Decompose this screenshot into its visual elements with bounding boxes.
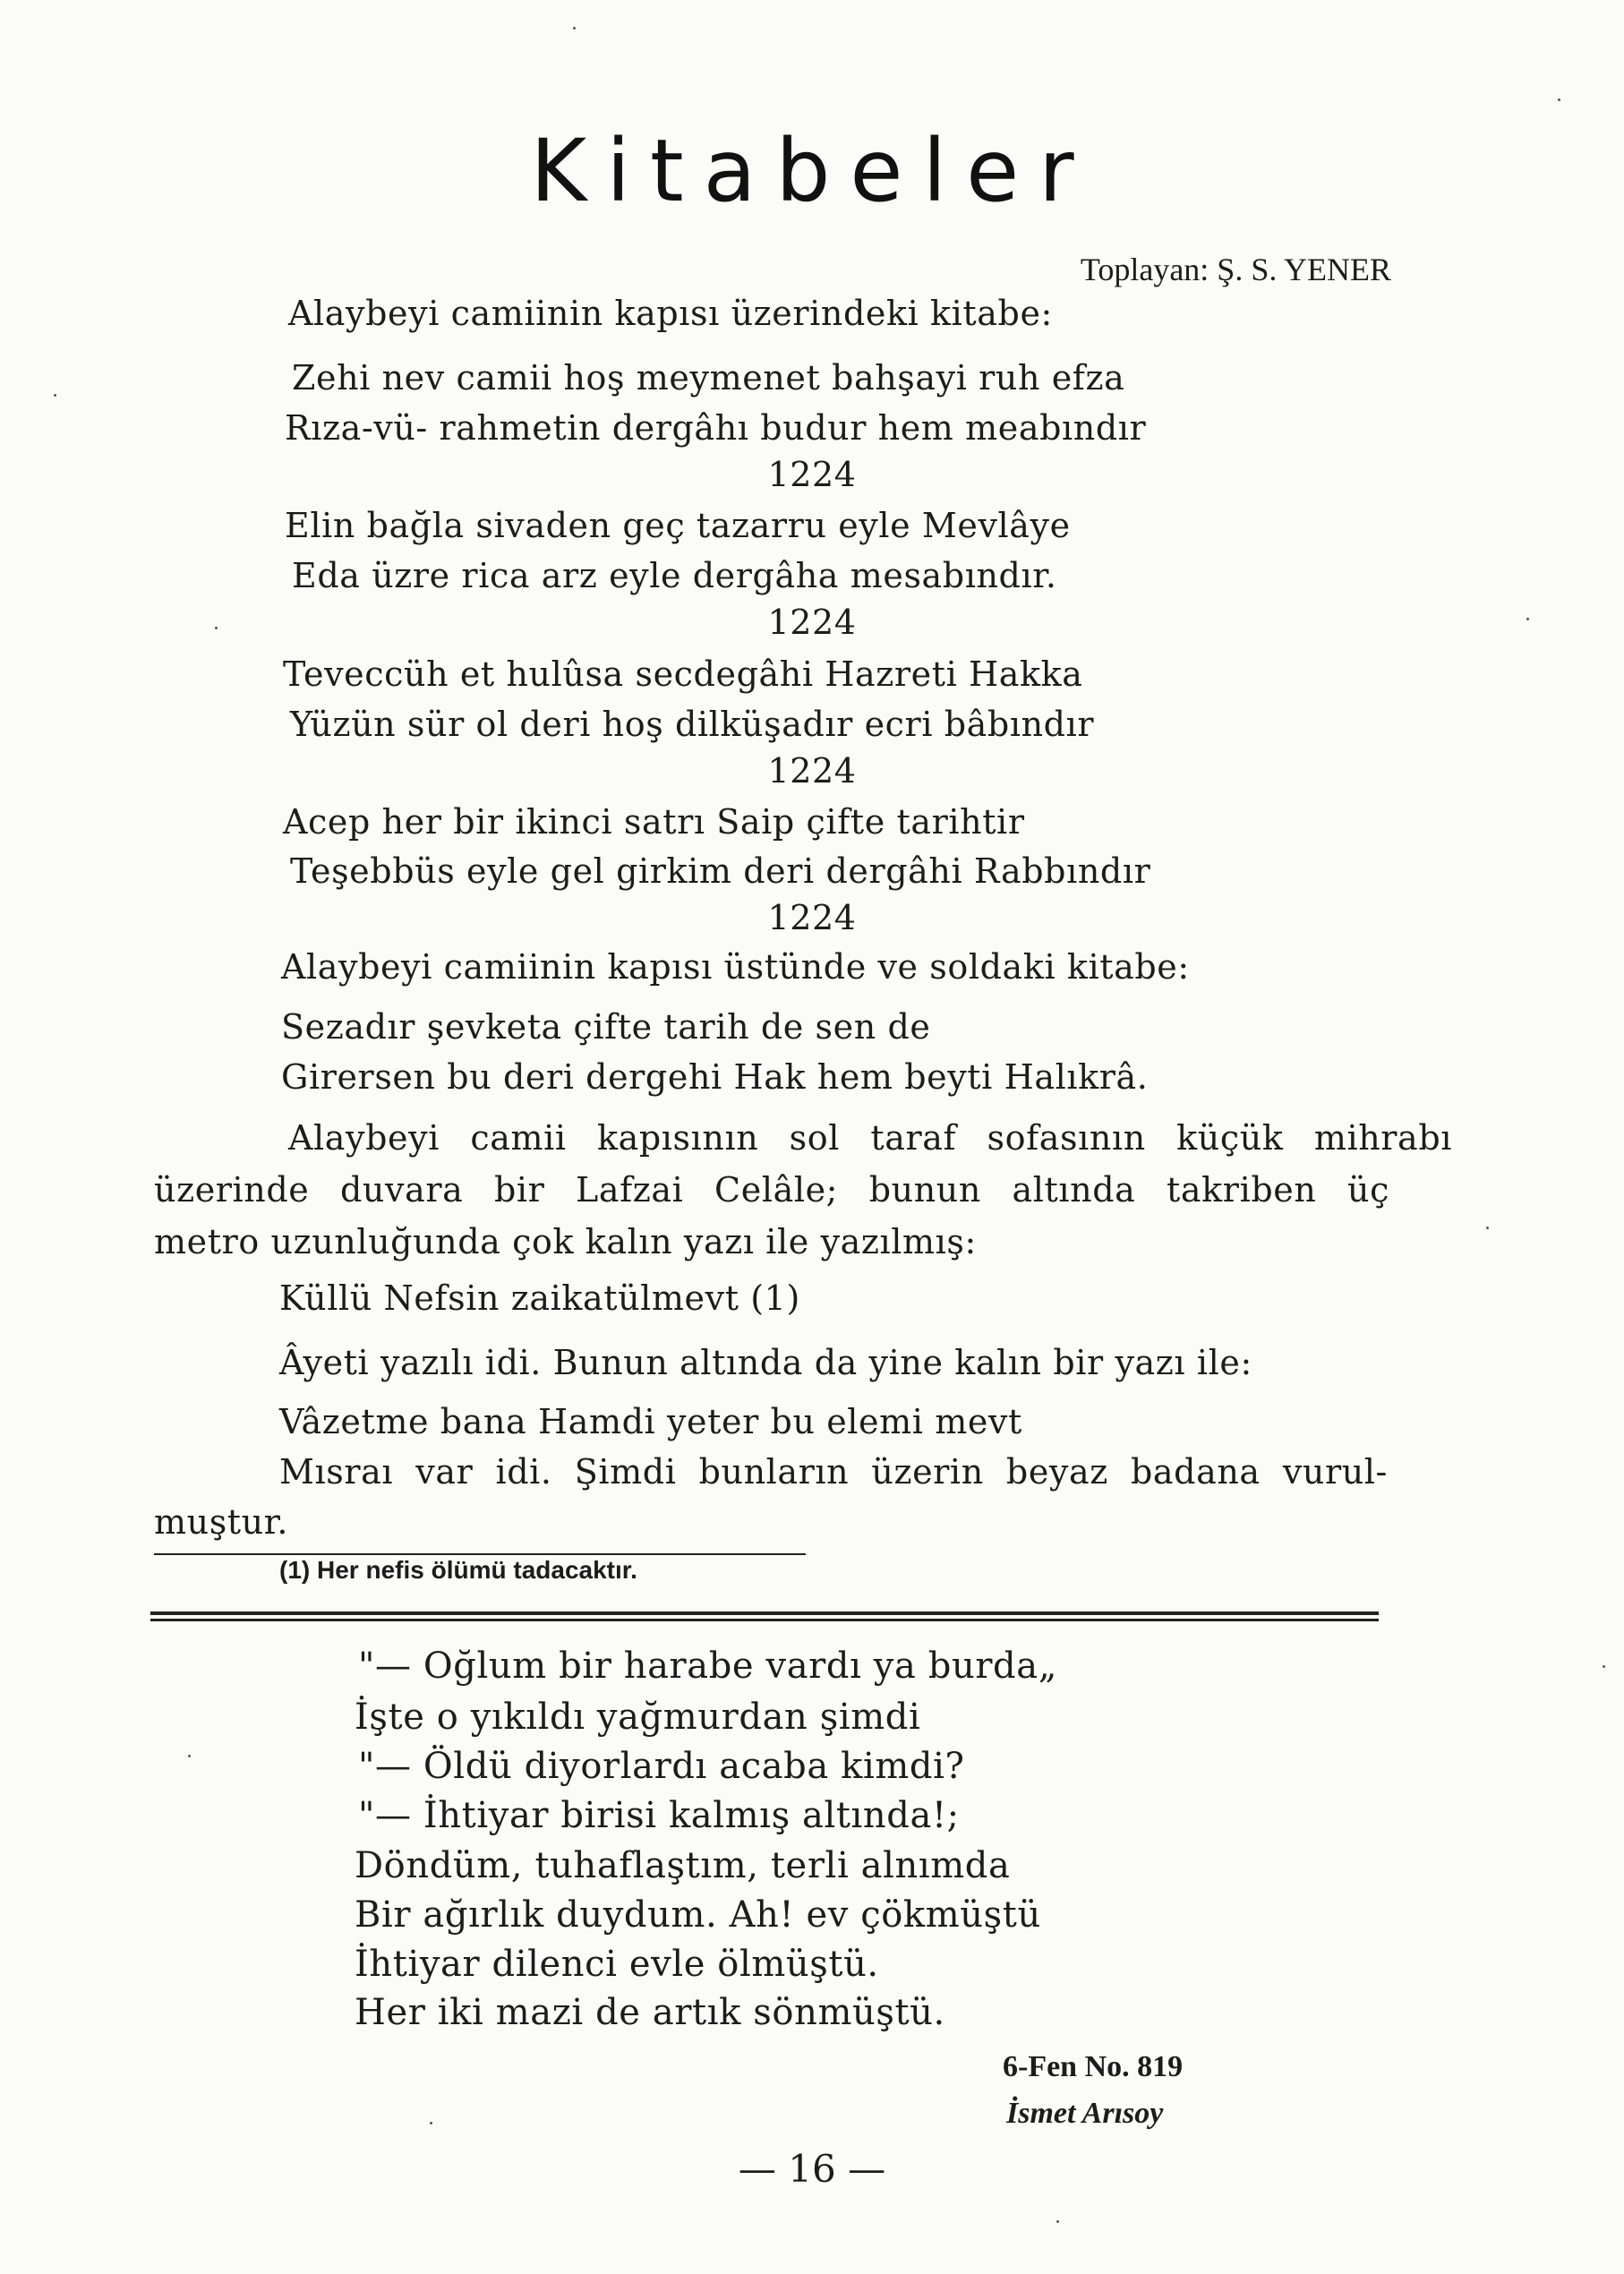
quoted-verse: Küllü Nefsin zaikatülmevt (1) (279, 1278, 800, 1318)
paragraph-line: metro uzunluğunda çok kalın yazı ile yazılmış: (154, 1222, 977, 1261)
paragraph-line: Mısraı var idi. Şimdi bunların üzerin beyaz badana vurul- (279, 1452, 1388, 1492)
paragraph-line: Alaybeyi camii kapısının sol taraf sofasının küçük mihrabı (288, 1118, 1452, 1158)
inscription-line: Teşebbüs eyle gel girkim deri dergâhi Rabbındır (290, 851, 1151, 891)
inscription-line: Elin bağla sivaden geç tazarru eyle Mevlâye (285, 506, 1071, 545)
class-reference: 6-Fen No. 819 (1003, 2050, 1184, 2083)
inscription-line: Sezadır şevketa çifte tarih de sen de (281, 1007, 931, 1047)
inscription-line: Yüzün sür ol deri hoş dilküşadır ecri bâbındır (290, 705, 1095, 744)
poem-line: Bir ağırlık duydum. Ah! ev çökmüştü (355, 1894, 1041, 1936)
paragraph-line: Âyeti yazılı idi. Bunun altında da yine kalın bir yazı ile: (279, 1343, 1252, 1382)
footnote-rule (154, 1553, 806, 1555)
scan-speck (215, 627, 218, 629)
inscription-line: Acep her bir ikinci satrı Saip çifte tarihtir (283, 802, 1025, 842)
poem-line: "— Oğlum bir harabe vardı ya burda„ (358, 1646, 1058, 1687)
inscription-year: 1224 (767, 455, 857, 494)
poem-line: İhtiyar dilenci evle ölmüştü. (355, 1944, 879, 1985)
footnote: (1) Her nefis ölümü tadacaktır. (279, 1556, 637, 1584)
section-divider (150, 1611, 1379, 1615)
paragraph-line: muştur. (154, 1502, 289, 1542)
inscription-line: Eda üzre rica arz eyle dergâha mesabındır. (292, 556, 1057, 595)
collector-credit: Toplayan: Ş. S. YENER (1080, 252, 1391, 287)
scan-speck (54, 394, 56, 397)
section1-heading: Alaybeyi camiinin kapısı üzerindeki kitabe: (288, 294, 1053, 333)
section-divider (150, 1619, 1379, 1621)
scan-speck (1603, 1665, 1605, 1668)
inscription-line: Teveccüh et hulûsa secdegâhi Hazreti Hakka (283, 654, 1083, 694)
quoted-verse: Vâzetme bana Hamdi yeter bu elemi mevt (279, 1402, 1022, 1441)
scan-speck (430, 2122, 432, 2124)
scan-speck (1056, 2220, 1059, 2223)
poem-line: Döndüm, tuhaflaştım, terli alnımda (355, 1845, 1011, 1886)
scan-speck (1558, 98, 1560, 101)
inscription-line: Rıza-vü- rahmetin dergâhı budur hem meabındır (285, 408, 1147, 448)
paragraph-line: üzerinde duvara bir Lafzai Celâle; bunun altında takriben üç (154, 1170, 1389, 1210)
inscription-year: 1224 (767, 898, 857, 937)
poem-author: İsmet Arısoy (1006, 2097, 1164, 2130)
inscription-year: 1224 (767, 751, 857, 791)
inscription-year: 1224 (767, 603, 857, 642)
poem-line: "— İhtiyar birisi kalmış altında!; (358, 1795, 960, 1836)
scan-speck (188, 1755, 191, 1757)
scan-speck (1486, 1227, 1489, 1229)
inscription-line: Zehi nev camii hoş meymenet bahşayi ruh efza (292, 358, 1125, 398)
poem-line: İşte o yıkıldı yağmurdan şimdi (355, 1697, 921, 1738)
section2-heading: Alaybeyi camiinin kapısı üstünde ve soldaki kitabe: (281, 947, 1190, 987)
scan-speck (573, 27, 576, 30)
poem-line: "— Öldü diyorlardı acaba kimdi? (358, 1746, 965, 1787)
scan-speck (1526, 618, 1529, 620)
page-number: — 16 — (738, 2147, 886, 2191)
poem-line: Her iki mazi de artık sönmüştü. (355, 1992, 945, 2033)
inscription-line: Girersen bu deri dergehi Hak hem beyti Halıkrâ. (281, 1057, 1149, 1097)
page-title: Kitabeler (530, 121, 1094, 221)
